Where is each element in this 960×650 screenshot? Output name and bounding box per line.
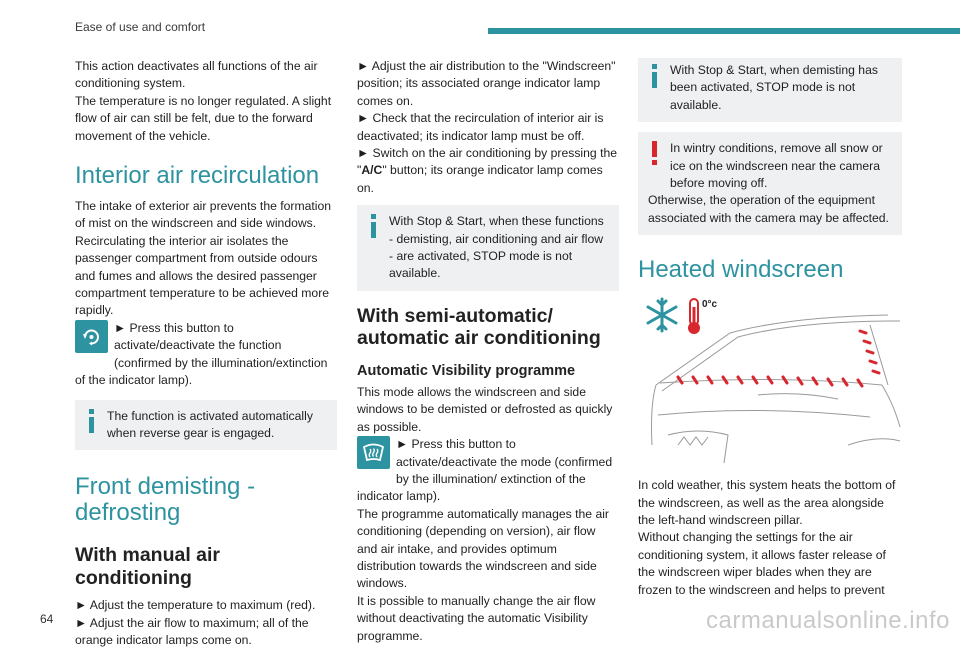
snowflake-icon — [648, 299, 676, 331]
stop-start-demist-note — [638, 58, 902, 122]
column-2 — [357, 58, 619, 645]
auto-visibility-heading: Automatic Visibility programme — [357, 362, 576, 379]
auto-visibility-button-instruction — [357, 436, 619, 506]
recirculation-note-text: The function is activated automatically when reverse gear is engaged. — [107, 408, 313, 440]
thermometer-icon — [688, 299, 700, 334]
auto-visibility-more-2: It is possible to manually change the air flow without deactivating the automatic Visibility programme. — [357, 593, 596, 643]
recirculation-info-note — [75, 400, 337, 451]
windscreen-demist-icon — [357, 436, 390, 469]
watermark: carmanualsonline.info — [706, 607, 950, 634]
manual-step-2: ► Adjust the air flow to maximum; all of the orange indicator lamps come on. — [75, 615, 309, 648]
heated-windscreen-heading: Heated windscreen — [638, 256, 844, 284]
recirculation-heading: Interior air recirculation — [75, 162, 320, 190]
column-1 — [75, 58, 337, 650]
wintry-warning-text-1: In wintry conditions, remove all snow or ice on the windscreen near the camera before moving off. — [670, 141, 883, 191]
stop-start-demist-text: With Stop & Start, when demisting has been activated, STOP mode is not available. — [670, 63, 878, 112]
ac-step-post: " button; its orange indicator lamp comes on. — [357, 163, 603, 195]
manual-step-5 — [357, 145, 619, 197]
manual-step-4: ► Check that the recirculation of interior air is deactivated; its indicator lamp must be off. — [357, 111, 604, 143]
running-header: Ease of use and comfort — [75, 20, 206, 34]
recirculation-body: The intake of exterior air prevents the formation of mist on the windscreen and side windows. Recirculating the interior air isolates the passenger compartment from outside odours and fumes and allows the desired passenger compartment temperature to be achieved more rapidly. — [75, 199, 332, 318]
info-icon — [366, 214, 382, 238]
recirculation-button-instruction — [75, 320, 337, 390]
intro-paragraph-1: This action deactivates all functions of the air conditioning system. — [75, 59, 318, 91]
wintry-warning-note — [638, 132, 902, 235]
manual-ac-heading: With manual air conditioning — [75, 544, 221, 589]
manual-step-3: ► Adjust the air distribution to the "Windscreen" position; its associated orange indicator lamp comes on. — [357, 59, 616, 108]
warning-icon — [647, 141, 663, 165]
heated-windscreen-illustration — [638, 295, 902, 465]
recirculation-button-text: ► Press this button to activate/deactivate the function (confirmed by the illumination/extinction of the indicator lamp). — [75, 320, 328, 388]
recirculation-icon — [75, 320, 108, 353]
auto-visibility-button-text: ► Press this button to activate/deactivate the mode (confirmed by the illumination/ extinction of the indicator lamp). — [357, 437, 613, 504]
auto-visibility-body: This mode allows the windscreen and side windows to be demisted or defrosted as quickly as possible. — [357, 384, 613, 434]
header-accent-bar — [488, 28, 960, 34]
stop-start-info-note — [357, 205, 619, 291]
info-icon — [84, 409, 100, 433]
stop-start-note-text: With Stop & Start, when these functions - demisting, air conditioning and air flow - are activated, STOP mode is not available. — [389, 214, 604, 281]
wintry-warning-text-2: Otherwise, the operation of the equipment associated with the camera may be affected. — [648, 193, 889, 225]
info-icon — [647, 64, 663, 88]
intro-paragraph-2: The temperature is no longer regulated. A slight flow of air can still be felt, due to the forward movement of the vehicle. — [75, 93, 332, 143]
manual-step-1: ► Adjust the temperature to maximum (red). — [75, 598, 316, 613]
heated-windscreen-body-2: Without changing the settings for the air conditioning system, it allows faster release of the windscreen wiper blades when they are frozen to the windscreen and helps to prevent — [638, 530, 886, 597]
column-3 — [638, 58, 902, 599]
demisting-heading: Front demisting - defrosting — [75, 473, 256, 527]
heated-windscreen-body-1: In cold weather, this system heats the bottom of the windscreen, as well as the area alongside the left-hand windscreen pillar. — [638, 478, 896, 528]
page-number: 64 — [40, 612, 54, 626]
auto-visibility-more-1: The programme automatically manages the air conditioning (depending on version), air flow and air intake, and provides optimum distribution towards the windscreen and side windows. — [357, 506, 609, 591]
ac-button-label: A/C — [361, 163, 383, 178]
temperature-label: 0°c — [702, 299, 718, 311]
semi-auto-ac-heading: With semi-automatic/ automatic air conditioning — [357, 304, 601, 350]
ac-step-pre: ► Switch on the air conditioning by pressing the " — [357, 146, 618, 178]
